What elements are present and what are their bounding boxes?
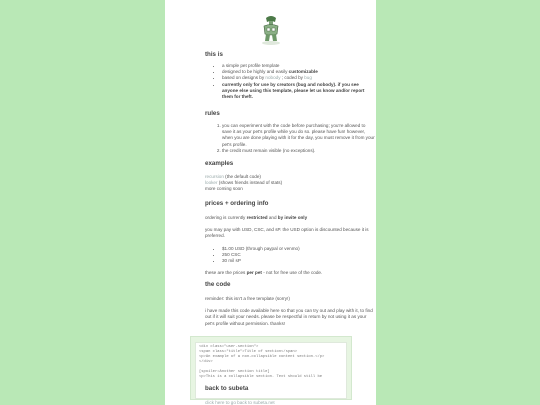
- section-heading: prices + ordering info: [205, 200, 269, 207]
- back-to-subeta-link[interactable]: click here to go back to subeta.net: [205, 400, 275, 405]
- section-examples: [185, 160, 376, 193]
- looker-link[interactable]: looker: [205, 180, 218, 186]
- price-option: • $1.00 USD (through paypal or venmo): [222, 246, 376, 252]
- list-item: • a simple pet profile template: [222, 63, 376, 69]
- section-this-is: [185, 51, 376, 100]
- list-item: • currently only for use by creators (bug and nobody). if you see anyone else using this template, please let us know and/or report them for theft.: [222, 82, 376, 101]
- code-reminder: reminder: this isn't a free template (sorry!): [205, 296, 290, 301]
- price-option: • 30 mil sP: [222, 258, 376, 264]
- code-explanation: i have made this code available here so that you can try out and play with it, to find out if it will suit your needs. please be respectful in return by not using it as your pet's profile without permission. thanks!: [205, 308, 373, 326]
- list-item: 2. the credit must remain visible (no exceptions).: [222, 148, 376, 154]
- section-heading: this is: [205, 51, 223, 58]
- recursion-link[interactable]: recursion: [205, 174, 224, 179]
- price-options: [205, 246, 376, 265]
- section-prices: [185, 200, 376, 276]
- example-line: more coming soon: [205, 186, 243, 192]
- section-rules: [185, 110, 376, 154]
- ordering-status: ordering is currently restricted and by invite only: [205, 215, 308, 220]
- list-item: • based on designs by nobody ; coded by bug: [222, 75, 376, 81]
- list-item: 1. you can experiment with the code before purchasing; you're allowed to save it as your pet's profile while you do so. please have fun! however, when you are done playing with it for the day, you must remove it from your pet's profile.: [222, 123, 376, 148]
- pet-mascot-icon: [258, 14, 284, 46]
- section-the-code: [185, 281, 376, 327]
- section-heading: rules: [205, 110, 220, 117]
- example-line: recursion (the default code): [205, 174, 261, 179]
- list-item: • designed to be highly and easily customizable: [222, 69, 376, 75]
- section-back: [185, 385, 376, 405]
- profile-panel: [165, 0, 376, 405]
- rules-list: [205, 123, 376, 154]
- section-heading: examples: [205, 160, 234, 167]
- price-note: these are the prices per pet - not for free use of the code.: [205, 270, 323, 276]
- nobody-link[interactable]: nobody: [265, 75, 281, 81]
- this-is-list: [205, 63, 376, 100]
- code-textarea[interactable]: <div class="user-section"> <span class="title">Title of section</span> <p>An example of a non-collapsible content section.</p> </div> [spoiler=Another section title] <p>This is a collapsible section. Text should still be: [195, 342, 347, 399]
- example-line: looker (shows friends instead of stats): [205, 180, 283, 186]
- section-heading: back to subeta: [205, 385, 249, 392]
- payment-info: you may pay with USD, CSC, and sP. the USD option is discounted because it is preferred.: [205, 227, 369, 239]
- bug-link[interactable]: bug: [304, 75, 312, 81]
- section-heading: the code: [205, 281, 231, 288]
- price-option: • 250 CSC: [222, 252, 376, 258]
